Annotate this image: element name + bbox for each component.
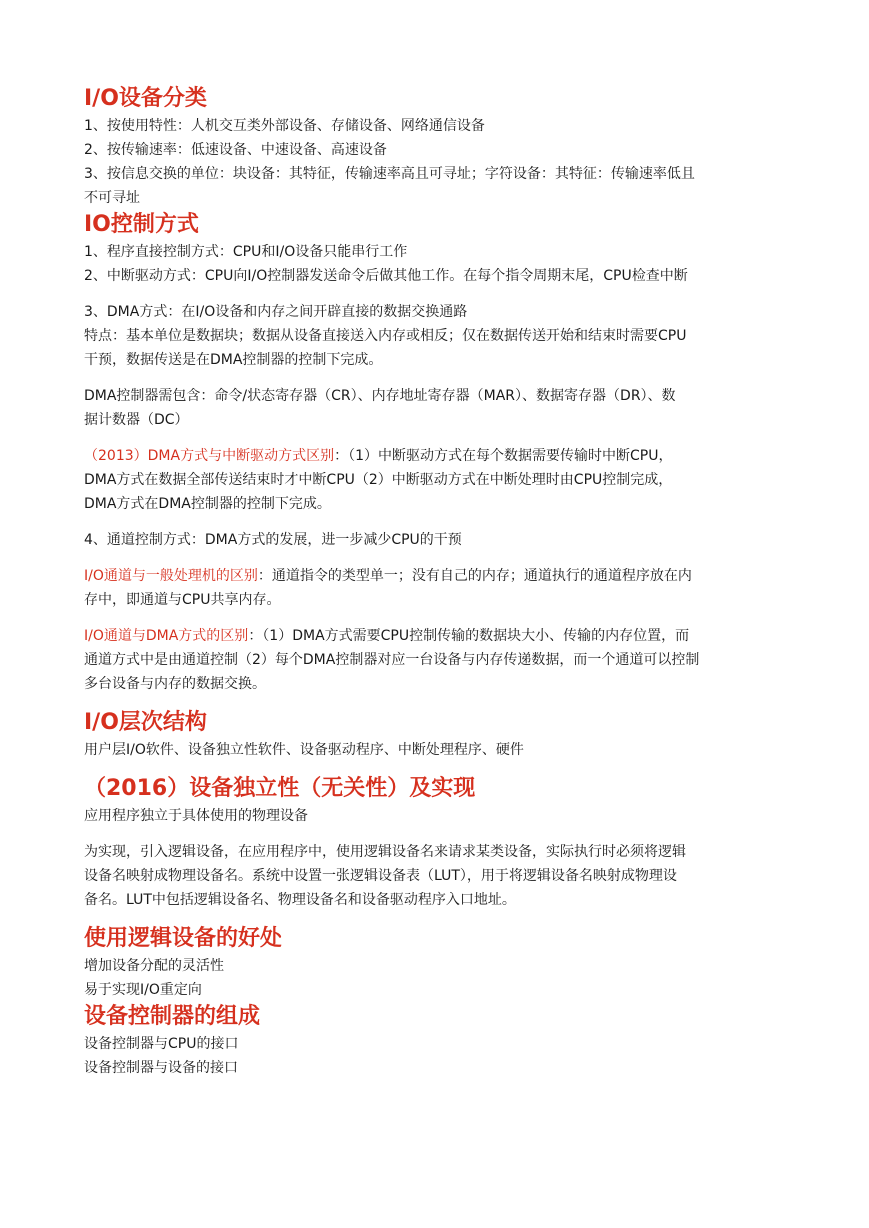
- text-line: 存中，即通道与CPU共享内存。: [84, 592, 281, 608]
- heading-io-device-classification: I/O设备分类: [84, 86, 207, 111]
- heading-io-control-methods: IO控制方式: [84, 212, 199, 237]
- text-line: 1、程序直接控制方式：CPU和I/O设备只能串行工作: [84, 244, 408, 260]
- spacer: [84, 612, 789, 624]
- text-line: 多台设备与内存的数据交换。: [84, 676, 266, 692]
- text-line: 设备控制器与CPU的接口: [84, 1036, 239, 1052]
- text-run: ：通道指令的类型单一；没有自己的内存；通道执行的通道程序放在内: [257, 568, 692, 584]
- text-line: 2、中断驱动方式：CPU向I/O控制器发送命令后做其他工作。在每个指令周期末尾，CPU检查中断: [84, 268, 688, 284]
- text-line: 特点：基本单位是数据块；数据从设备直接送入内存或相反；仅在数据传送开始和结束时需要CPU: [84, 328, 687, 344]
- text-line: 4、通道控制方式：DMA方式的发展，进一步减少CPU的干预: [84, 532, 462, 548]
- heading-device-independence: （2016）设备独立性（无关性）及实现: [84, 776, 476, 801]
- highlight-label: I/O通道与DMA方式的区别: [84, 628, 249, 644]
- spacer: [84, 912, 789, 924]
- text-line: 据计数器（DC）: [84, 412, 189, 428]
- spacer: [84, 696, 789, 708]
- text-line: 备名。LUT中包括逻辑设备名、物理设备名和设备驱动程序入口地址。: [84, 892, 516, 908]
- spacer: [84, 432, 789, 444]
- text-line: 不可寻址: [84, 190, 140, 206]
- document-page: [84, 84, 789, 1080]
- text-line: 为实现，引入逻辑设备，在应用程序中，使用逻辑设备名来请求某类设备，实际执行时必须将逻辑: [84, 844, 686, 860]
- text-line: [84, 624, 789, 648]
- text-line: 干预，数据传送是在DMA控制器的控制下完成。: [84, 352, 383, 368]
- text-line: 3、DMA方式：在I/O设备和内存之间开辟直接的数据交换通路: [84, 304, 468, 320]
- text-line: 2、按传输速率：低速设备、中速设备、高速设备: [84, 142, 387, 158]
- heading-device-controller-composition: 设备控制器的组成: [84, 1004, 261, 1029]
- text-line: 应用程序独立于具体使用的物理设备: [84, 808, 308, 824]
- heading-logical-device-benefits: 使用逻辑设备的好处: [84, 926, 283, 951]
- highlight-label: （2013）DMA方式与中断驱动方式区别: [84, 448, 335, 464]
- text-run: ：（1）中断驱动方式在每个数据需要传输时中断CPU，: [334, 448, 673, 464]
- spacer: [84, 288, 789, 300]
- spacer: [84, 552, 789, 564]
- heading-io-hierarchy: I/O层次结构: [84, 710, 207, 735]
- spacer: [84, 762, 789, 774]
- text-line: 用户层I/O软件、设备独立性软件、设备驱动程序、中断处理程序、硬件: [84, 742, 524, 758]
- spacer: [84, 828, 789, 840]
- text-line: 易于实现I/O重定向: [84, 982, 202, 998]
- text-line: [84, 444, 789, 468]
- spacer: [84, 516, 789, 528]
- highlight-label: I/O通道与一般处理机的区别: [84, 568, 258, 584]
- text-line: 设备控制器与设备的接口: [84, 1060, 238, 1076]
- spacer: [84, 372, 789, 384]
- text-line: DMA方式在数据全部传送结束时才中断CPU（2）中断驱动方式在中断处理时由CPU控制完成，: [84, 472, 673, 488]
- text-run: ：（1）DMA方式需要CPU控制传输的数据块大小、传输的内存位置，而: [248, 628, 690, 644]
- text-line: 设备名映射成物理设备名。系统中设置一张逻辑设备表（LUT），用于将逻辑设备名映射成物理设: [84, 868, 677, 884]
- text-line: DMA方式在DMA控制器的控制下完成。: [84, 496, 331, 512]
- text-line: 通道方式中是由通道控制（2）每个DMA控制器对应一台设备与内存传递数据，而一个通道可以控制: [84, 652, 700, 668]
- text-line: 3、按信息交换的单位：块设备：其特征，传输速率高且可寻址；字符设备：其特征：传输速率低且: [84, 166, 695, 182]
- text-line: [84, 564, 789, 588]
- text-line: DMA控制器需包含：命令/状态寄存器（CR）、内存地址寄存器（MAR）、数据寄存器（DR）、数: [84, 388, 676, 404]
- text-line: 1、按使用特性：人机交互类外部设备、存储设备、网络通信设备: [84, 118, 485, 134]
- text-line: 增加设备分配的灵活性: [84, 958, 224, 974]
